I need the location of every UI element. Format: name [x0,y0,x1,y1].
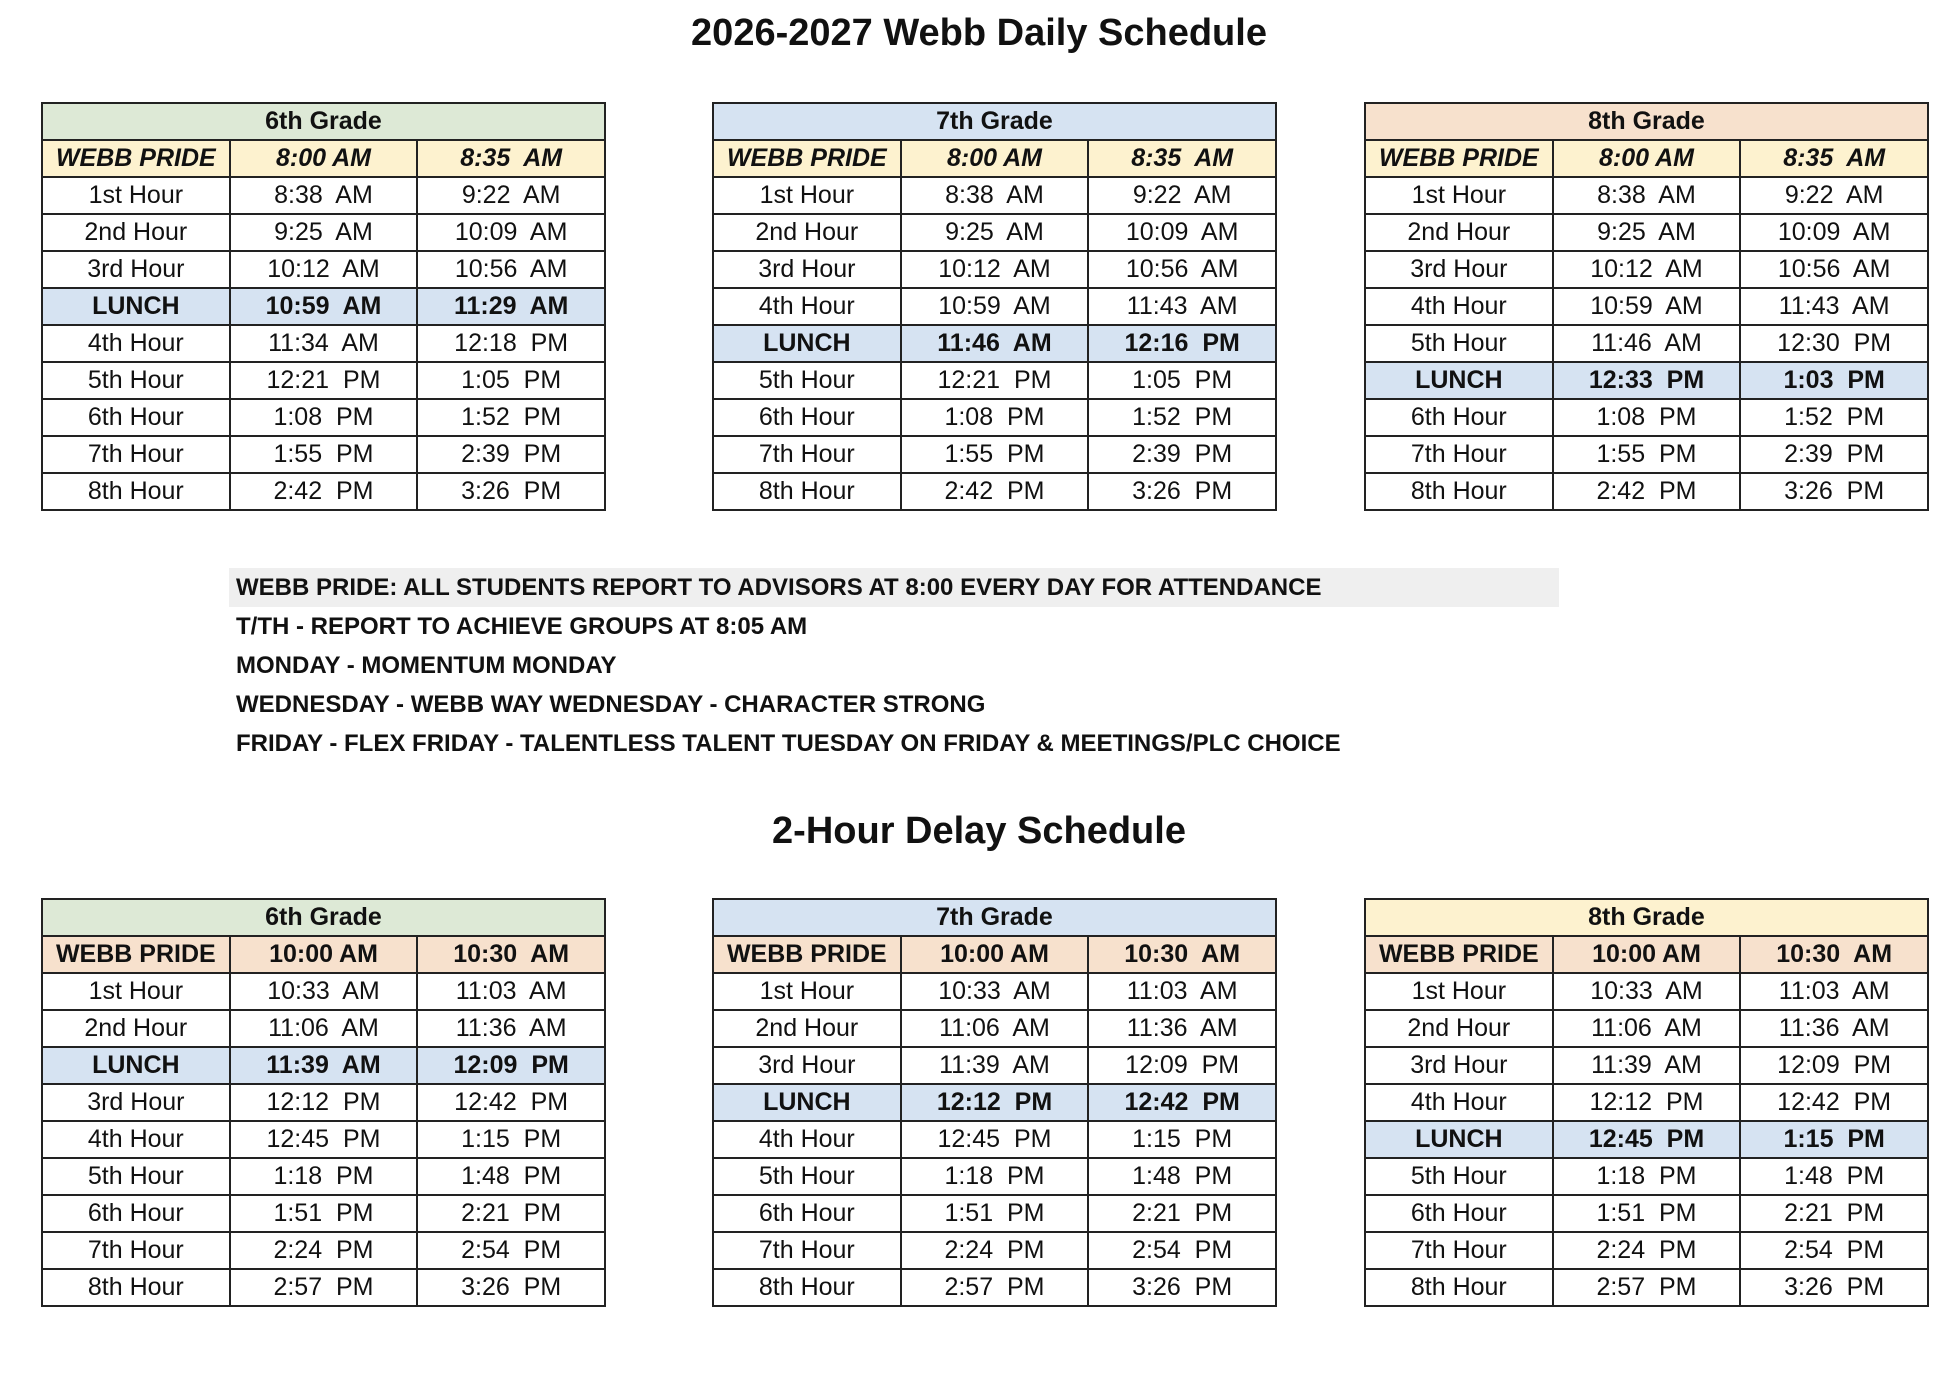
start-time-cell: 10:12 AM [1553,251,1741,288]
period-cell: 7th Hour [42,1232,230,1269]
table-row [1365,251,1928,288]
end-time-cell: 2:54 PM [417,1232,605,1269]
start-time-cell: 11:39 AM [230,1047,418,1084]
end-time-cell: 10:30 AM [1088,936,1276,973]
end-time-cell: 9:22 AM [1088,177,1276,214]
period-cell: 1st Hour [42,973,230,1010]
period-cell: 6th Hour [1365,399,1553,436]
start-time-cell: 8:38 AM [901,177,1089,214]
start-time-cell: 2:57 PM [230,1269,418,1306]
period-cell: 4th Hour [713,1121,901,1158]
table-row [1365,1010,1928,1047]
end-time-cell: 2:21 PM [1740,1195,1928,1232]
start-time-cell: 2:24 PM [901,1232,1089,1269]
period-cell: 2nd Hour [1365,214,1553,251]
start-time-cell: 10:59 AM [1553,288,1741,325]
end-time-cell: 10:09 AM [1740,214,1928,251]
end-time-cell: 8:35 AM [1740,140,1928,177]
table-row [42,1269,605,1306]
period-cell: 7th Hour [1365,1232,1553,1269]
period-cell: 6th Hour [1365,1195,1553,1232]
start-time-cell: 11:39 AM [901,1047,1089,1084]
end-time-cell: 3:26 PM [1740,1269,1928,1306]
period-cell: 4th Hour [1365,288,1553,325]
end-time-cell: 11:03 AM [1740,973,1928,1010]
table-row [1365,325,1928,362]
start-time-cell: 2:24 PM [1553,1232,1741,1269]
end-time-cell: 9:22 AM [1740,177,1928,214]
end-time-cell: 10:56 AM [1088,251,1276,288]
period-cell: 5th Hour [1365,325,1553,362]
webb-pride-row [1365,936,1928,973]
end-time-cell: 12:16 PM [1088,325,1276,362]
note-line: FRIDAY - FLEX FRIDAY - TALENTLESS TALENT TUESDAY ON FRIDAY & MEETINGS/PLC CHOICE [236,730,1341,757]
period-cell: WEBB PRIDE [713,140,901,177]
period-cell: 2nd Hour [42,214,230,251]
start-time-cell: 12:45 PM [1553,1121,1741,1158]
end-time-cell: 12:42 PM [1740,1084,1928,1121]
period-cell: LUNCH [42,288,230,325]
start-time-cell: 12:12 PM [1553,1084,1741,1121]
start-time-cell: 1:51 PM [230,1195,418,1232]
table-row [713,1121,1276,1158]
period-cell: LUNCH [713,325,901,362]
table-row [1365,1047,1928,1084]
period-cell: 3rd Hour [713,251,901,288]
period-cell: 4th Hour [42,1121,230,1158]
start-time-cell: 10:00 AM [901,936,1089,973]
period-cell: 8th Hour [42,1269,230,1306]
period-cell: 1st Hour [713,973,901,1010]
start-time-cell: 12:21 PM [901,362,1089,399]
table-row [1365,473,1928,510]
start-time-cell: 2:57 PM [1553,1269,1741,1306]
webb-pride-row [1365,140,1928,177]
end-time-cell: 3:26 PM [417,1269,605,1306]
period-cell: WEBB PRIDE [1365,140,1553,177]
end-time-cell: 3:26 PM [1088,473,1276,510]
period-cell: WEBB PRIDE [1365,936,1553,973]
end-time-cell: 3:26 PM [1740,473,1928,510]
end-time-cell: 11:43 AM [1088,288,1276,325]
end-time-cell: 1:52 PM [1088,399,1276,436]
period-cell: 4th Hour [713,288,901,325]
table-row [1365,1269,1928,1306]
end-time-cell: 10:56 AM [417,251,605,288]
period-cell: 5th Hour [713,1158,901,1195]
table-row [713,177,1276,214]
table-row [713,251,1276,288]
start-time-cell: 1:51 PM [901,1195,1089,1232]
end-time-cell: 12:18 PM [417,325,605,362]
table-row [1365,177,1928,214]
lunch-row [42,288,605,325]
table-row [713,1010,1276,1047]
start-time-cell: 10:33 AM [1553,973,1741,1010]
period-cell: 3rd Hour [42,1084,230,1121]
schedule-notes [229,568,1559,763]
period-cell: 5th Hour [42,362,230,399]
note-line: WEBB PRIDE: ALL STUDENTS REPORT TO ADVISORS AT 8:00 EVERY DAY FOR ATTENDANCE [229,568,1559,607]
table-row [42,436,605,473]
table-row [42,1195,605,1232]
table-row [42,362,605,399]
end-time-cell: 2:39 PM [1088,436,1276,473]
note-line: WEDNESDAY - WEBB WAY WEDNESDAY - CHARACTER STRONG [236,691,986,718]
period-cell: WEBB PRIDE [42,140,230,177]
period-cell: 8th Hour [1365,473,1553,510]
period-cell: 3rd Hour [1365,1047,1553,1084]
end-time-cell: 1:03 PM [1740,362,1928,399]
end-time-cell: 1:52 PM [417,399,605,436]
end-time-cell: 12:30 PM [1740,325,1928,362]
period-cell: LUNCH [713,1084,901,1121]
lunch-row [713,325,1276,362]
start-time-cell: 10:00 AM [230,936,418,973]
table-row [42,473,605,510]
webb-pride-row [42,936,605,973]
start-time-cell: 12:33 PM [1553,362,1741,399]
start-time-cell: 10:00 AM [1553,936,1741,973]
end-time-cell: 3:26 PM [1088,1269,1276,1306]
end-time-cell: 11:29 AM [417,288,605,325]
end-time-cell: 12:09 PM [1088,1047,1276,1084]
period-cell: 2nd Hour [1365,1010,1553,1047]
period-cell: 2nd Hour [713,214,901,251]
start-time-cell: 2:24 PM [230,1232,418,1269]
period-cell: 8th Hour [713,1269,901,1306]
start-time-cell: 1:08 PM [1553,399,1741,436]
grade-header: 8th Grade [1365,899,1928,936]
table-row [42,1232,605,1269]
table-row [713,214,1276,251]
grade-header: 7th Grade [713,899,1276,936]
period-cell: 7th Hour [1365,436,1553,473]
lunch-row [713,1084,1276,1121]
start-time-cell: 9:25 AM [230,214,418,251]
start-time-cell: 10:59 AM [230,288,418,325]
period-cell: 6th Hour [713,399,901,436]
period-cell: 6th Hour [42,399,230,436]
end-time-cell: 1:05 PM [417,362,605,399]
period-cell: 6th Hour [713,1195,901,1232]
start-time-cell: 10:33 AM [230,973,418,1010]
table-row [713,1158,1276,1195]
period-cell: LUNCH [42,1047,230,1084]
table-row [42,1121,605,1158]
start-time-cell: 11:34 AM [230,325,418,362]
table-row [1365,399,1928,436]
table-row [1365,1195,1928,1232]
start-time-cell: 1:18 PM [1553,1158,1741,1195]
table-row [713,973,1276,1010]
start-time-cell: 1:55 PM [230,436,418,473]
end-time-cell: 1:52 PM [1740,399,1928,436]
end-time-cell: 2:39 PM [417,436,605,473]
period-cell: 5th Hour [1365,1158,1553,1195]
period-cell: 7th Hour [42,436,230,473]
daily-6th-grade-table [41,102,606,511]
table-row [42,177,605,214]
start-time-cell: 8:00 AM [1553,140,1741,177]
table-row [1365,973,1928,1010]
start-time-cell: 8:38 AM [230,177,418,214]
table-row [42,1084,605,1121]
period-cell: 6th Hour [42,1195,230,1232]
end-time-cell: 2:54 PM [1740,1232,1928,1269]
start-time-cell: 11:06 AM [230,1010,418,1047]
period-cell: 1st Hour [1365,973,1553,1010]
table-row [1365,1232,1928,1269]
table-row [713,288,1276,325]
table-row [713,399,1276,436]
delay-8th-grade-table [1364,898,1929,1307]
table-row [713,362,1276,399]
start-time-cell: 1:18 PM [901,1158,1089,1195]
period-cell: 1st Hour [1365,177,1553,214]
grade-header: 6th Grade [42,103,605,140]
end-time-cell: 9:22 AM [417,177,605,214]
period-cell: 5th Hour [42,1158,230,1195]
end-time-cell: 1:48 PM [1088,1158,1276,1195]
grade-header: 7th Grade [713,103,1276,140]
start-time-cell: 11:06 AM [1553,1010,1741,1047]
webb-pride-row [713,140,1276,177]
period-cell: 4th Hour [42,325,230,362]
grade-header: 8th Grade [1365,103,1928,140]
period-cell: 2nd Hour [42,1010,230,1047]
end-time-cell: 12:42 PM [417,1084,605,1121]
table-row [713,1232,1276,1269]
period-cell: 4th Hour [1365,1084,1553,1121]
start-time-cell: 12:12 PM [901,1084,1089,1121]
grade-header: 6th Grade [42,899,605,936]
start-time-cell: 2:42 PM [901,473,1089,510]
delay-7th-grade-table [712,898,1277,1307]
end-time-cell: 11:03 AM [417,973,605,1010]
lunch-row [1365,1121,1928,1158]
table-row [713,1047,1276,1084]
period-cell: 8th Hour [42,473,230,510]
end-time-cell: 10:09 AM [417,214,605,251]
start-time-cell: 1:55 PM [901,436,1089,473]
section-title: 2-Hour Delay Schedule [772,810,1186,852]
end-time-cell: 11:36 AM [1740,1010,1928,1047]
period-cell: WEBB PRIDE [713,936,901,973]
period-cell: 5th Hour [713,362,901,399]
end-time-cell: 3:26 PM [417,473,605,510]
start-time-cell: 2:57 PM [901,1269,1089,1306]
end-time-cell: 12:42 PM [1088,1084,1276,1121]
table-row [1365,1158,1928,1195]
start-time-cell: 1:08 PM [901,399,1089,436]
start-time-cell: 10:12 AM [230,251,418,288]
start-time-cell: 10:59 AM [901,288,1089,325]
start-time-cell: 1:08 PM [230,399,418,436]
start-time-cell: 11:46 AM [901,325,1089,362]
end-time-cell: 10:30 AM [417,936,605,973]
table-row [42,214,605,251]
end-time-cell: 11:43 AM [1740,288,1928,325]
end-time-cell: 11:03 AM [1088,973,1276,1010]
end-time-cell: 2:39 PM [1740,436,1928,473]
table-row [713,473,1276,510]
period-cell: WEBB PRIDE [42,936,230,973]
end-time-cell: 2:54 PM [1088,1232,1276,1269]
table-row [713,1195,1276,1232]
table-row [1365,214,1928,251]
table-row [42,973,605,1010]
start-time-cell: 9:25 AM [1553,214,1741,251]
start-time-cell: 1:18 PM [230,1158,418,1195]
period-cell: LUNCH [1365,362,1553,399]
daily-7th-grade-table [712,102,1277,511]
end-time-cell: 1:15 PM [1088,1121,1276,1158]
end-time-cell: 8:35 AM [417,140,605,177]
start-time-cell: 12:45 PM [230,1121,418,1158]
note-line: T/TH - REPORT TO ACHIEVE GROUPS AT 8:05 AM [236,613,808,640]
start-time-cell: 11:46 AM [1553,325,1741,362]
period-cell: 8th Hour [1365,1269,1553,1306]
end-time-cell: 10:56 AM [1740,251,1928,288]
start-time-cell: 10:12 AM [901,251,1089,288]
end-time-cell: 12:09 PM [1740,1047,1928,1084]
table-row [1365,436,1928,473]
end-time-cell: 11:36 AM [1088,1010,1276,1047]
start-time-cell: 12:21 PM [230,362,418,399]
period-cell: 7th Hour [713,436,901,473]
table-row [713,1269,1276,1306]
table-row [42,399,605,436]
start-time-cell: 11:39 AM [1553,1047,1741,1084]
end-time-cell: 2:21 PM [417,1195,605,1232]
period-cell: 3rd Hour [42,251,230,288]
period-cell: LUNCH [1365,1121,1553,1158]
table-row [42,325,605,362]
delay-6th-grade-table [41,898,606,1307]
start-time-cell: 8:00 AM [901,140,1089,177]
start-time-cell: 12:12 PM [230,1084,418,1121]
period-cell: 1st Hour [713,177,901,214]
webb-pride-row [713,936,1276,973]
end-time-cell: 10:30 AM [1740,936,1928,973]
table-row [713,436,1276,473]
start-time-cell: 2:42 PM [230,473,418,510]
end-time-cell: 11:36 AM [417,1010,605,1047]
start-time-cell: 11:06 AM [901,1010,1089,1047]
lunch-row [1365,362,1928,399]
table-row [42,1158,605,1195]
end-time-cell: 1:05 PM [1088,362,1276,399]
page-title: 2026-2027 Webb Daily Schedule [691,12,1267,54]
table-row [1365,288,1928,325]
end-time-cell: 1:15 PM [417,1121,605,1158]
table-row [1365,1084,1928,1121]
period-cell: 2nd Hour [713,1010,901,1047]
period-cell: 8th Hour [713,473,901,510]
table-row [42,251,605,288]
period-cell: 7th Hour [713,1232,901,1269]
end-time-cell: 8:35 AM [1088,140,1276,177]
start-time-cell: 1:55 PM [1553,436,1741,473]
start-time-cell: 1:51 PM [1553,1195,1741,1232]
end-time-cell: 1:48 PM [1740,1158,1928,1195]
end-time-cell: 1:48 PM [417,1158,605,1195]
start-time-cell: 8:38 AM [1553,177,1741,214]
period-cell: 3rd Hour [713,1047,901,1084]
note-line: MONDAY - MOMENTUM MONDAY [236,652,617,679]
table-row [42,1010,605,1047]
start-time-cell: 8:00 AM [230,140,418,177]
daily-8th-grade-table [1364,102,1929,511]
start-time-cell: 10:33 AM [901,973,1089,1010]
period-cell: 1st Hour [42,177,230,214]
start-time-cell: 12:45 PM [901,1121,1089,1158]
start-time-cell: 9:25 AM [901,214,1089,251]
end-time-cell: 2:21 PM [1088,1195,1276,1232]
lunch-row [42,1047,605,1084]
end-time-cell: 12:09 PM [417,1047,605,1084]
end-time-cell: 1:15 PM [1740,1121,1928,1158]
period-cell: 3rd Hour [1365,251,1553,288]
end-time-cell: 10:09 AM [1088,214,1276,251]
start-time-cell: 2:42 PM [1553,473,1741,510]
webb-pride-row [42,140,605,177]
